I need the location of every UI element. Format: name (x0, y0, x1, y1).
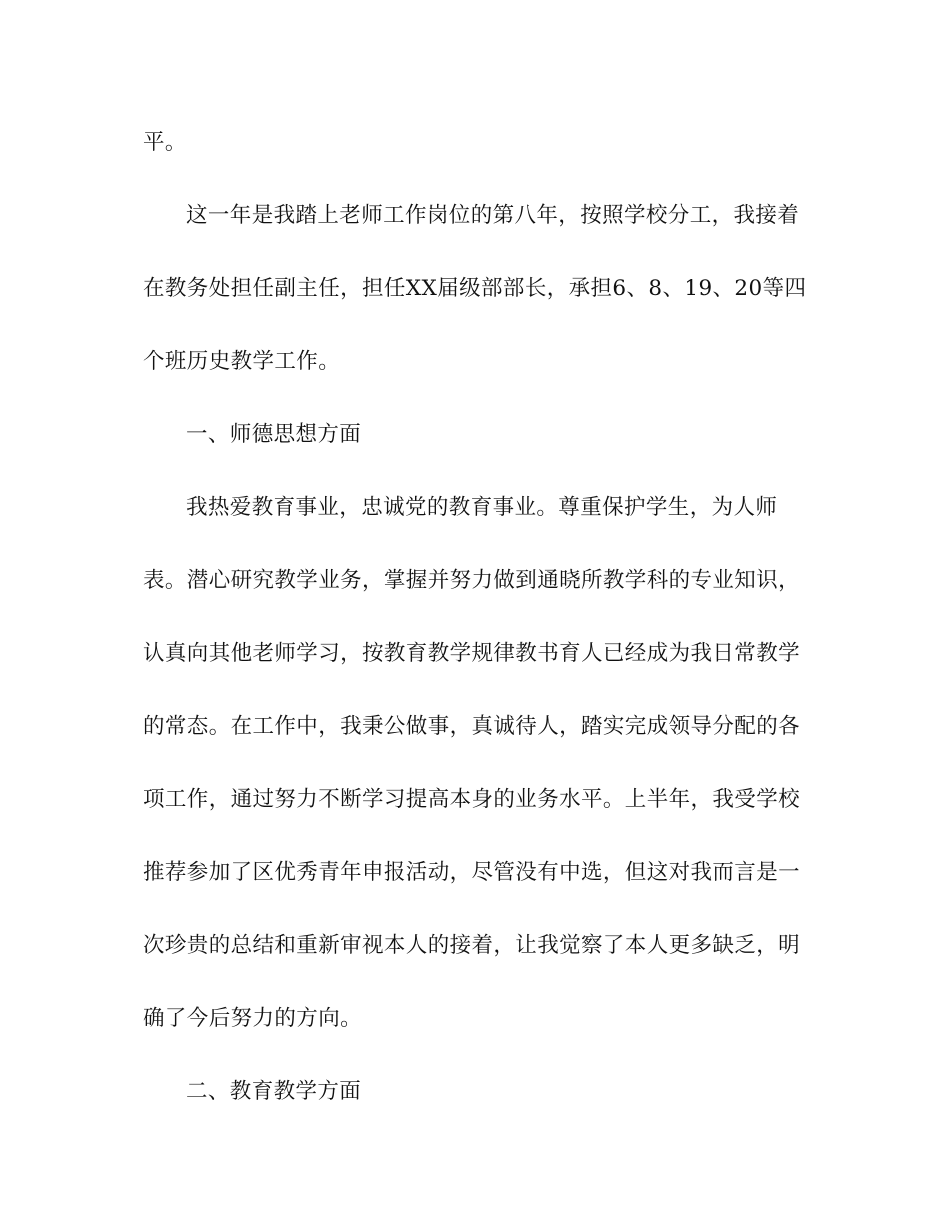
text-line: 个班历史教学工作。 (143, 349, 341, 374)
text-line: 平。 (143, 130, 187, 155)
paragraph-start: 我热爱教育事业，忠诚党的教育事业。尊重保护学生，为人师 (186, 495, 778, 520)
text-line: 表。潜心研究教学业务，掌握并努力做到通晓所教学科的专业知识， (143, 568, 801, 593)
section-heading: 一、师德思想方面 (186, 422, 362, 447)
text-line: 项工作，通过努力不断学习提高本身的业务水平。上半年，我受学校 (143, 787, 801, 812)
section-heading: 二、教育教学方面 (186, 1079, 362, 1104)
text-line: 确了今后努力的方向。 (143, 1006, 363, 1031)
text-line: 的常态。在工作中，我秉公做事，真诚待人，踏实完成领导分配的各 (143, 714, 801, 739)
text-line: 认真向其他老师学习，按教育教学规律教书育人已经成为我日常教学 (143, 641, 801, 666)
paragraph-start: 这一年是我踏上老师工作岗位的第八年，按照学校分工，我接着 (186, 203, 800, 228)
text-line: 次珍贵的总结和重新审视本人的接着，让我觉察了本人更多缺乏，明 (143, 933, 801, 958)
text-line: 在教务处担任副主任，担任XX届级部部长，承担6、8、19、20等四 (143, 276, 807, 301)
text-line: 推荐参加了区优秀青年申报活动，尽管没有中选，但这对我而言是一 (143, 860, 801, 885)
